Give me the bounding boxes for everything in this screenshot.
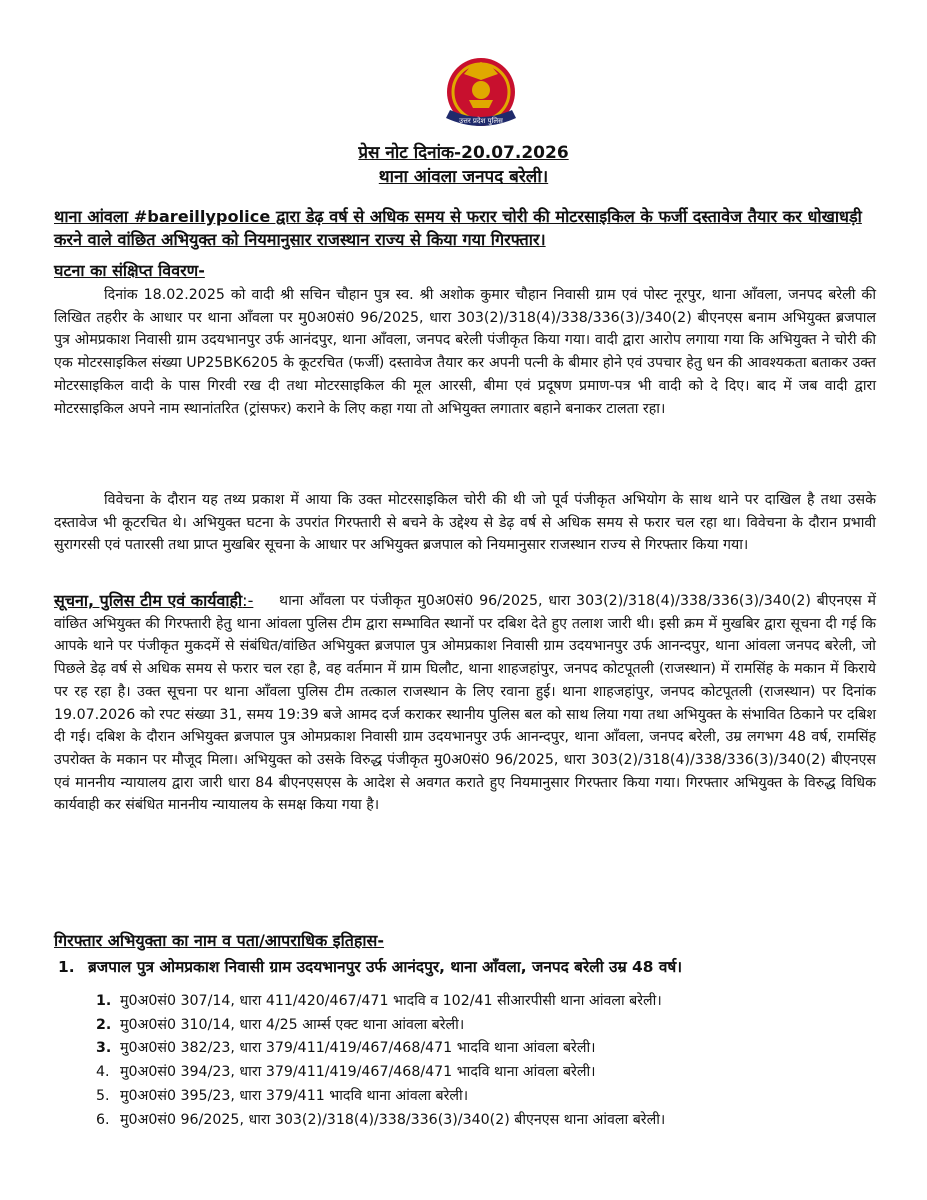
case-number: 6. (96, 1111, 110, 1128)
case-number: 4. (96, 1064, 110, 1081)
station-heading: थाना आंवला जनपद बरेली। (378, 167, 549, 187)
incident-paragraph-1: दिनांक 18.02.2025 को वादी श्री सचिन चौहान पुत्र स्व. श्री अशोक कुमार चौहान निवासी ग्राम एवं पोस्ट नूरपुर, थाना आँवला, जनपद बरेली की लिखित तहरीर के आधार पर थाना आँवला पर मु0अ0सं0 96/2025, धारा 303(2)/318(4)/338/336(3)/340(2) बीएनएस बनाम अभियुक्त ब्रजपाल पुत्र ओमप्रकाश निवासी ग्राम उदयभानपुर उर्फ आनंदपुर, थाना आँवला, जनपद बरेली पंजीकृत किया गया। वादी द्वारा आरोप लगाया गया कि अभियुक्त ने चोरी की एक मोटरसाइकिल संख्या UP25BK6205 के कूटरचित (फर्जी) दस्तावेज तैयार कर अपनी पत्नी के बीमार होने एवं उपचार हेतु धन की आवश्यकता बताकर उक्त मोटरसाइकिल वादी के पास गिरवी रख दी तथा मोटरसाइकिल की मूल आरसी, बीमा एवं प्रदूषण प्रमाण-पत्र भी वादी को दे दिए। बाद में जब वादी द्वारा मोटरसाइकिल अपने नाम स्थानांतरित (ट्रांसफर) कराने के लिए कहा गया तो अभियुक्त लगातार बहाने बनाकर टालता रहा। (54, 287, 876, 417)
case-item (96, 1109, 856, 1133)
case-item (96, 1037, 856, 1061)
case-item (96, 1061, 856, 1085)
incident-section-title: घटना का संक्षिप्त विवरण- (54, 261, 205, 280)
action-section-suffix: :- (242, 591, 254, 610)
emblem-banner-text: उत्तर प्रदेश पुलिस (459, 117, 503, 125)
action-paragraph: थाना आँवला पर पंजीकृत मु0अ0सं0 96/2025, धारा 303(2)/318(4)/338/336(3)/340(2) बीएनएस में वांछित अभियुक्त की गिरफ्तारी हेतु थाना आंवला पुलिस टीम द्वारा सम्भावित स्थानों पर दबिश देते हुए तलाश जारी थी। इसी क्रम में मुखबिर द्वारा सूचना दी गई कि आपके थाने पर पंजीकृत मुकदमें से संबंधित/वांछित अभियुक्त ब्रजपाल पुत्र ओमप्रकाश निवासी ग्राम उदयभानपुर उर्फ आनन्दपुर, थाना आंवला जनपद बरेली, जो पिछले डेढ़ वर्ष से अधिक समय से फरार चल रहा है, वह वर्तमान में ग्राम घिलौट, थाना शाहजहांपुर, जनपद कोटपूतली (राजस्थान) में रामसिंह के मकान में किराये पर रह रहा है। उक्त सूचना पर थाना आँवला पुलिस टीम तत्काल राजस्थान के लिए रवाना हुई। थाना शाहजहांपुर, जनपद कोटपूतली (राजस्थान) पर दिनांक 19.07.2026 को रपट संख्या 31, समय 19:39 बजे आमद दर्ज कराकर स्थानीय पुलिस बल को साथ लिया गया तथा अभियुक्त के संभावित ठिकाने पर दबिश दी गई। दबिश के दौरान अभियुक्त ब्रजपाल पुत्र ओमप्रकाश निवासी ग्राम उदयभानपुर उर्फ आनन्दपुर, थाना आँवला, जनपद बरेली, उम्र लगभग 48 वर्ष, रामसिंह उपरोक्त के मकान पर मौजूद मिला। अभियुक्त को उसके विरुद्ध पंजीकृत मु0अ0सं0 96/2025, धारा 303(2)/318(4)/338/336(3)/340(2) बीएनएस एवं माननीय न्यायालय द्वारा जारी धारा 84 बीएनएसएस के आदेश से अवगत कराते हुए नियमानुसार गिरफ्तार किया गया। गिरफ्तार अभियुक्त के विरुद्ध विधिक कार्यवाही कर संबंधित माननीय न्यायालय के समक्ष किया गया है। (54, 593, 876, 814)
case-text: मु0अ0सं0 307/14, धारा 411/420/467/471 भादवि व 102/41 सीआरपीसी थाना आंवला बरेली। (120, 993, 662, 1009)
case-number: 3. (96, 1040, 112, 1057)
subject-line: थाना आंवला #bareillypolice द्वारा डेढ़ वर्ष से अधिक समय से फरार चोरी की मोटरसाइकिल के फर्जी दस्तावेज तैयार कर धोखाधड़ी करने वाले वांछित अभियुक्त को नियमानुसार राजस्थान राज्य से किया गया गिरफ्तार। (54, 207, 862, 249)
case-text: मु0अ0सं0 382/23, धारा 379/411/419/467/468/471 भादवि थाना आंवला बरेली। (120, 1040, 596, 1057)
case-number: 5. (96, 1087, 110, 1104)
case-text: मु0अ0सं0 394/23, धारा 379/411/419/467/468/471 भादवि थाना आंवला बरेली। (120, 1064, 596, 1081)
press-note-date: प्रेस नोट दिनांक-20.07.2026 (358, 143, 569, 163)
case-text: मु0अ0सं0 310/14, धारा 4/25 आर्म्स एक्ट थाना आंवला बरेली। (120, 1016, 465, 1033)
case-number: 1. (96, 993, 112, 1009)
case-item (96, 1085, 856, 1109)
criminal-history-list (96, 990, 856, 1132)
accused-details: ब्रजपाल पुत्र ओमप्रकाश निवासी ग्राम उदयभानपुर उर्फ आनंदपुर, थाना आँवला, जनपद बरेली उम्र 48 वर्ष। (88, 958, 683, 976)
case-text: मु0अ0सं0 395/23, धारा 379/411 भादवि थाना आंवला बरेली। (120, 1087, 469, 1104)
case-item (96, 1014, 856, 1038)
case-item (96, 990, 856, 1014)
accused-number: 1. (58, 958, 75, 976)
incident-paragraph-2: विवेचना के दौरान यह तथ्य प्रकाश में आया कि उक्त मोटरसाइकिल चोरी की थी जो पूर्व पंजीकृत अभियोग के साथ थाने पर दाखिल है तथा उसके दस्तावेज भी कूटरचित थे। अभियुक्त घटना के उपरांत गिरफ्तारी से बचने के उद्देश्य से डेढ़ वर्ष से अधिक समय से फरार चल रहा था। विवेचना के दौरान प्रभावी सुरागरसी एवं पतारसी तथा प्राप्त मुखबिर सूचना के आधार पर अभियुक्त ब्रजपाल को नियमानुसार राजस्थान राज्य से गिरफ्तार किया गया। (54, 492, 876, 554)
action-section-title: सूचना, पुलिस टीम एवं कार्यवाही (54, 591, 243, 610)
up-police-emblem-icon (438, 52, 524, 138)
case-text: मु0अ0सं0 96/2025, धारा 303(2)/318(4)/338/336(3)/340(2) बीएनएस थाना आंवला बरेली। (120, 1111, 666, 1128)
accused-entry (58, 956, 878, 978)
arrested-section-title: गिरफ्तार अभियुक्ता का नाम व पता/आपराधिक इतिहास- (54, 931, 385, 950)
case-number: 2. (96, 1016, 112, 1033)
